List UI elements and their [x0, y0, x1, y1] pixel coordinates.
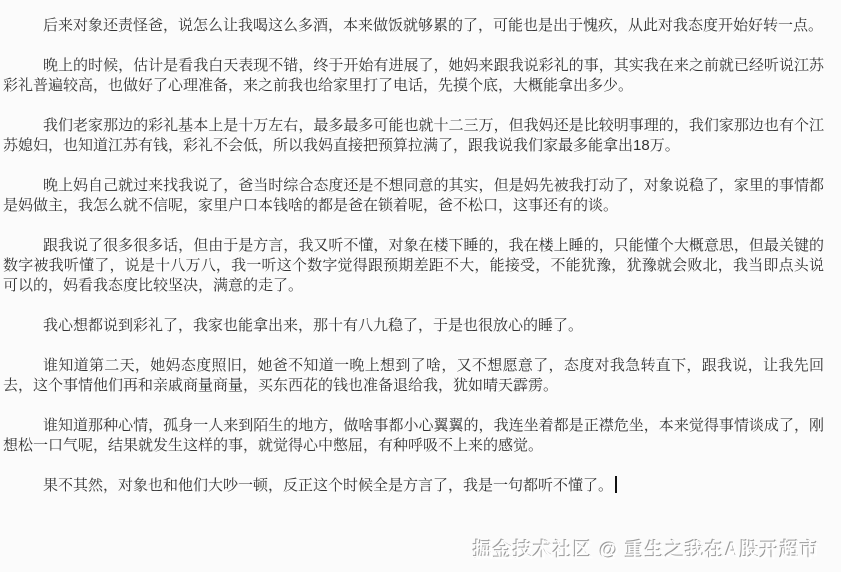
paragraph[interactable] [3, 16, 824, 36]
text-cursor [615, 476, 617, 493]
paragraph-text: 后来对象还责怪爸，说怎么让我喝这么多酒，本来做饭就够累的了，可能也是出于愧疚，从此对我态度开始好转一点。 [43, 17, 824, 34]
paragraph[interactable] [3, 476, 824, 496]
paragraph-text: 谁知道那种心情，孤身一人来到陌生的地方，做啥事都小心翼翼的，我连坐着都是正襟危坐，本来觉得事情谈成了，刚想松一口气呢，结果就发生这样的事，就觉得心中憋屈，有种呼吸不上来的感觉。 [3, 417, 824, 454]
paragraph-text: 果不其然，对象也和他们大吵一顿，反正这个时候全是方言了，我是一句都听不懂了。 [43, 477, 614, 494]
paragraph-text: 晚上的时候，估计是看我白天表现不错，终于开始有进展了，她妈来跟我说彩礼的事，其实我在来之前就已经听说江苏彩礼普遍较高，也做好了心理准备，来之前我也给家里打了电话，先摸个底，大概能拿出多少。 [3, 57, 824, 94]
watermark: 掘金技术社区 @ 重生之我在A股开超市 [473, 540, 820, 561]
paragraph-text: 晚上妈自己就过来找我说了，爸当时综合态度还是不想同意的其实，但是妈先被我打动了，对象说稳了，家里的事情都是妈做主，我怎么就不信呢，家里户口本钱啥的都是爸在锁着呢，爸不松口，这事还有的谈。 [3, 177, 824, 214]
paragraph[interactable] [3, 116, 824, 156]
paragraph[interactable] [3, 416, 824, 456]
paragraph-text: 跟我说了很多很多话，但由于是方言，我又听不懂，对象在楼下睡的，我在楼上睡的，只能懂个大概意思，但最关键的数字被我听懂了，说是十八万八，我一听这个数字觉得跟预期差距不大，能接受，不能犹豫，犹豫就会败北，我当即点头说可以的，妈看我态度比较坚决，满意的走了。 [3, 237, 824, 294]
paragraph[interactable] [3, 236, 824, 296]
paragraph-text: 我心想都说到彩礼了，我家也能拿出来，那十有八九稳了，于是也很放心的睡了。 [43, 317, 584, 334]
paragraph[interactable] [3, 356, 824, 396]
paragraph-text: 谁知道第二天，她妈态度照旧，她爸不知道一晚上想到了啥，又不想愿意了，态度对我急转直下，跟我说，让我先回去，这个事情他们再和亲戚商量商量，买东西花的钱也准备退给我，犹如晴天霹雳。 [3, 357, 824, 394]
paragraph[interactable] [3, 316, 824, 336]
paragraph-text: 我们老家那边的彩礼基本上是十万左右，最多最多可能也就十二三万，但我妈还是比较明事理的，我们家那边也有个江苏媳妇，也知道江苏有钱，彩礼不会低，所以我妈直接把预算拉满了，跟我说我们家最多能拿出18万。 [3, 117, 824, 154]
paragraph[interactable] [3, 56, 824, 96]
paragraph[interactable] [3, 176, 824, 216]
